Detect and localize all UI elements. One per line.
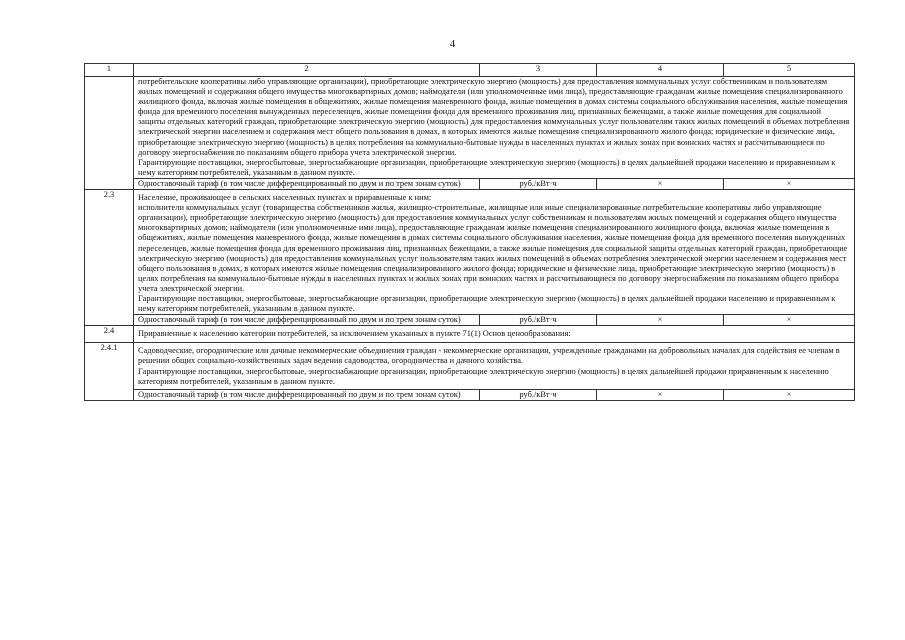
tariff-row: [85, 389, 855, 400]
tariff-value-col-5: ×: [724, 178, 855, 189]
tariff-unit: руб./кВт·ч: [480, 315, 597, 326]
tariff-label: Одноставочный тариф (в том числе дифференцированный по двум и по трем зонам суток): [134, 389, 480, 400]
table-row-2-4: [85, 326, 855, 343]
tariff-value-col-5: ×: [724, 315, 855, 326]
header-col-5: 5: [724, 64, 855, 77]
description-paragraph: Гарантирующие поставщики, энергосбытовые, энергоснабжающие организации, приобретающие электрическую энергию (мощность) в целях дальнейшей продажи населению и приравненным к нему категориям потребителей, указанным в данном пункте.: [138, 293, 836, 314]
table-row-2-3: [85, 190, 855, 315]
description-paragraph: Гарантирующие поставщики, энергосбытовые, энергоснабжающие организации, приобретающие электрическую энергию (мощность) в целях дальнейшей продажи населению и приравненным к нему категориям потребителей, указанным в данном пункте.: [138, 157, 836, 177]
row-number: [85, 77, 134, 190]
description-paragraph: Приравненные к населению категории потребителей, за исключением указанных в пункте 71(1) Основ ценообразования:: [138, 329, 571, 339]
row-description: [134, 190, 855, 315]
table-header-row: [85, 64, 855, 77]
table-row-2-4-1: [85, 343, 855, 389]
description-paragraph: Гарантирующие поставщики, энергосбытовые, энергоснабжающие организации, приобретающие электрическую энергию (мощность) в целях дальнейшей продажи приравненным к населению категориям потребителей, указанным в данном пункте.: [138, 366, 829, 386]
header-col-1: 1: [85, 64, 134, 77]
description-paragraph: Садоводческие, огороднические или дачные некоммерческие объединения граждан - некоммерческие организации, учрежденные гражданами на добровольных началах для содействия ее членам в решении общих социально-хозяйственных задач ведения садоводства, огородничества и дачного хозяйства.: [138, 346, 840, 366]
row-number: 2.3: [85, 190, 134, 326]
tariff-value-col-4: ×: [597, 315, 724, 326]
tariff-label: Одноставочный тариф (в том числе дифференцированный по двум и по трем зонам суток): [134, 178, 480, 189]
tariff-value-col-4: ×: [597, 178, 724, 189]
tariff-value-col-5: ×: [724, 389, 855, 400]
tariff-unit: руб./кВт·ч: [480, 178, 597, 189]
tariff-row: [85, 315, 855, 326]
row-number: 2.4: [85, 326, 134, 343]
row-description: [134, 77, 855, 179]
page-number: 4: [449, 38, 456, 50]
description-paragraph: исполнители коммунальных услуг (товарищества собственников жилья, жилищно-строительные, жилищные или иные специализированные потребительские кооперативы либо управляющие организации), приобретающие электрическую энергию (мощность) для предоставления коммунальных услуг собственникам и пользователям жилых помещений и содержания общего имущества многоквартирных домов; наймодатели (или уполномоченные ими лица), предоставляющие гражданам жилые помещения специализированного жилищного фонда, включая жилые помещения в общежитиях, жилые помещения маневренного фонда, жилые помещения в домах системы социального обслуживания населения, жилые помещения фонда для временного поселения вынужденных переселенцев, жилые помещения фонда для временного проживания лиц, признанных беженцами, а также жилые помещения для социальной защиты отдельных категорий граждан, приобретающие электрическую энергию (мощность) для предоставления коммунальных услуг пользователям таких жилых помещений в объемах потребления электрической энергии населением и содержания мест общего пользования в домах, в которых имеются жилые помещения специализированного жилого фонда; юридические и физические лица, приобретающие электрическую энергию (мощность) в целях потребления на коммунально-бытовые нужды в населенных пунктах и жилых зонах при воинских частях и рассчитывающиеся по договору энергоснабжения по показаниям общего прибора учета электрической энергии.: [138, 203, 848, 293]
tariff-row: [85, 178, 855, 189]
row-description: [134, 326, 855, 343]
row-number: 2.4.1: [85, 343, 134, 400]
description-paragraph: потребительские кооперативы либо управляющие организации), приобретающие электрическую энергию (мощность) для предоставления коммунальных услуг собственникам и пользователям жилых помещений и содержания общего имущества многоквартирных домов; наймодатели (или уполномоченные ими лица), предоставляющие гражданам жилые помещения специализированного жилищного фонда, включая жилые помещения в общежитиях, жилые помещения маневренного фонда, жилые помещения в домах системы социального обслуживания населения, жилые помещения фонда для временного поселения вынужденных переселенцев, жилые помещения фонда для временного проживания лиц, признанных беженцами, а также жилые помещения для социальной защиты отдельных категорий граждан, приобретающие электрическую энергию (мощность) для предоставления коммунальных услуг пользователям таких жилых помещений в объемах потребления электрической энергии населением и содержания мест общего пользования в домах, в которых имеются жилые помещения специализированного жилого фонда; юридические и физические лица, приобретающие электрическую энергию (мощность) в целях потребления на коммунально-бытовые нужды в населенных пунктах и жилых зонах при воинских частях и рассчитывающиеся по договору энергоснабжения по показаниям общего прибора учета электрической энергии.: [138, 77, 850, 157]
tariff-unit: руб./кВт·ч: [480, 389, 597, 400]
header-col-2: 2: [134, 64, 480, 77]
tariff-label: Одноставочный тариф (в том числе дифференцированный по двум и по трем зонам суток): [134, 315, 480, 326]
row-description: [134, 343, 855, 389]
tariff-value-col-4: ×: [597, 389, 724, 400]
table-row-2-2-continued: [85, 77, 855, 179]
header-col-3: 3: [480, 64, 597, 77]
tariff-table: [84, 63, 855, 401]
description-paragraph: Население, проживающее в сельских населенных пунктах и приравненные к ним:: [138, 193, 432, 203]
header-col-4: 4: [597, 64, 724, 77]
